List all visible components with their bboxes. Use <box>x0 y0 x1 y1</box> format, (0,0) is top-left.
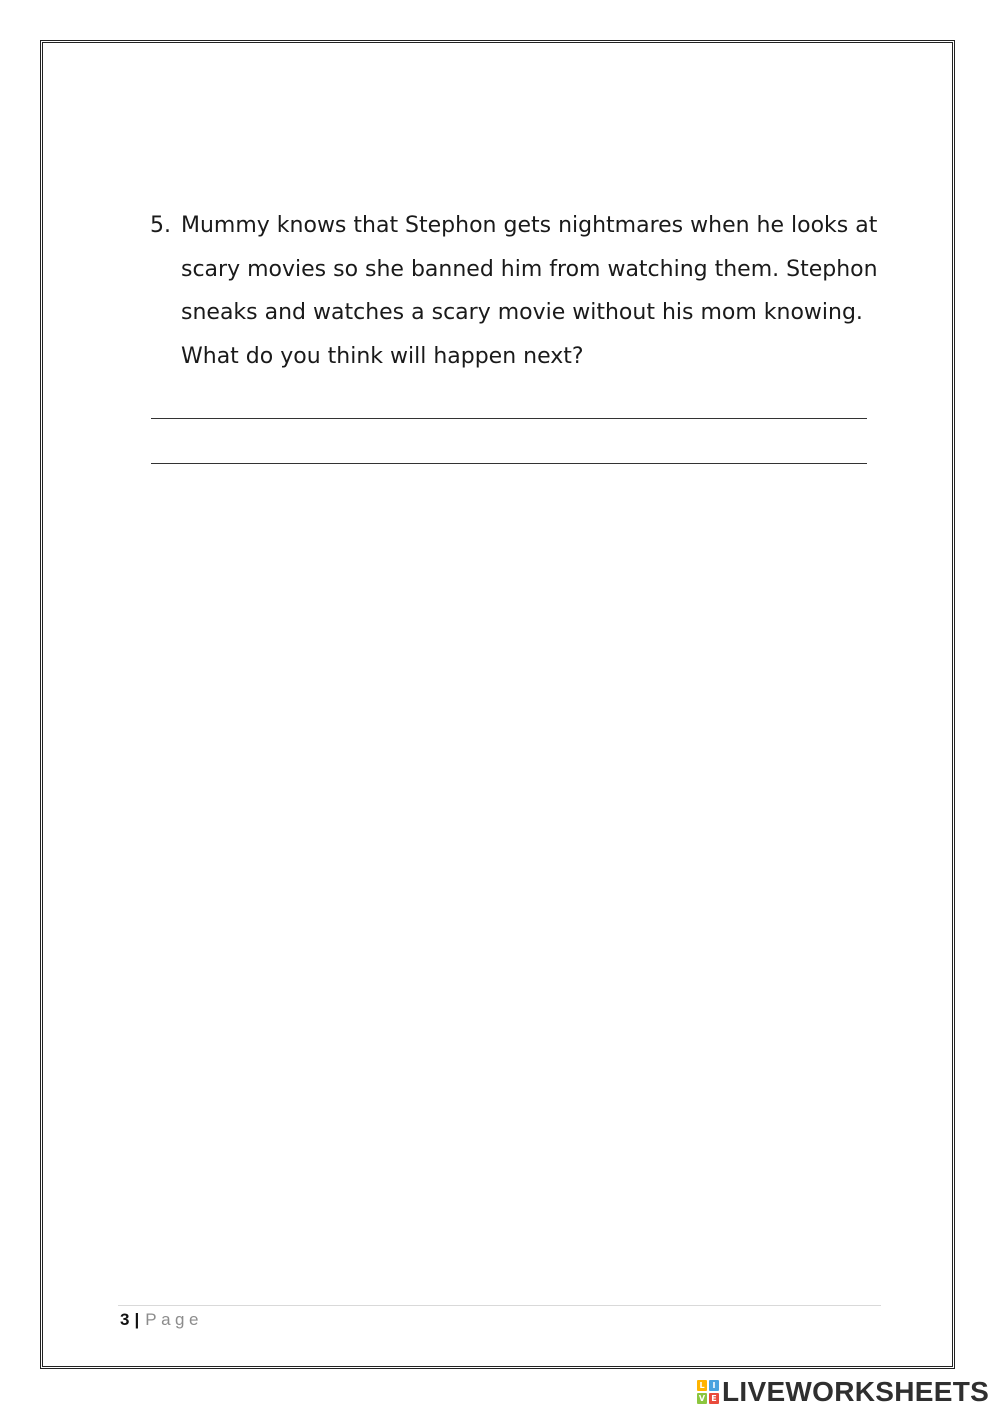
watermark-text: LIVEWORKSHEETS <box>722 1376 990 1407</box>
liveworksheets-logo-icon: L I V E <box>697 1380 719 1404</box>
footer-separator: | <box>134 1310 140 1329</box>
liveworksheets-watermark <box>697 1377 989 1407</box>
page-number: 3 <box>120 1310 130 1329</box>
page-label: Page <box>145 1310 203 1329</box>
question-5 <box>150 204 880 378</box>
footer-rule <box>118 1305 881 1306</box>
question-number: 5. <box>150 213 171 238</box>
answer-line-2[interactable] <box>151 463 867 464</box>
answer-line-1[interactable] <box>151 418 867 419</box>
page-footer <box>120 1309 203 1331</box>
question-text: Mummy knows that Stephon gets nightmares when he looks at scary movies so she banned him from watching them. Stephon sneaks and watches a scary movie without his mom knowing. What do you think will happen next? <box>181 213 878 369</box>
